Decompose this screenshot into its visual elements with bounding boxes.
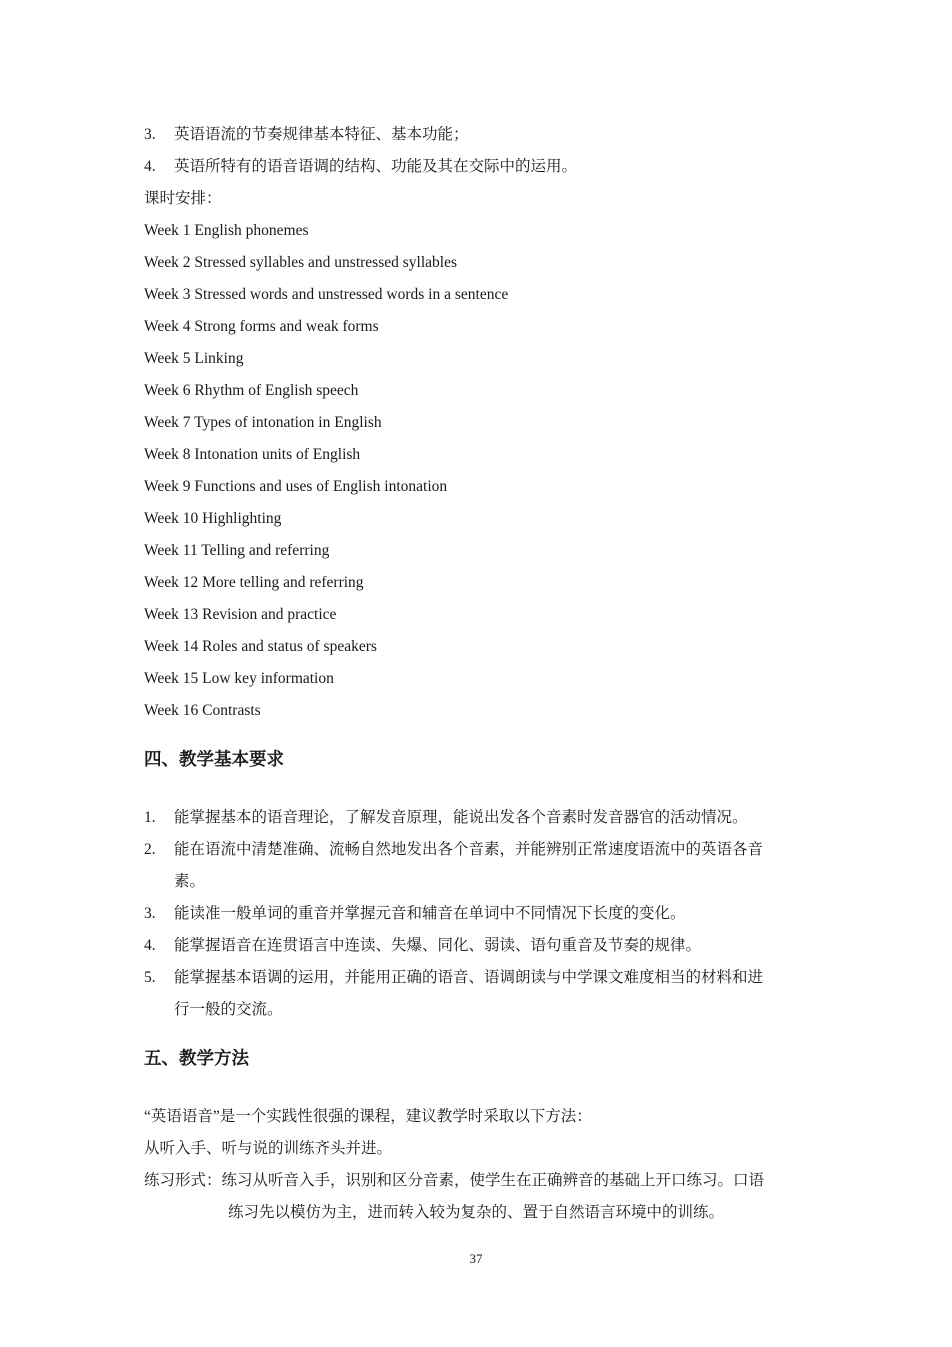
intro-item-number: 4. bbox=[144, 158, 156, 175]
method-point-2-label: 练习形式： bbox=[144, 1172, 222, 1189]
week-item: Week 10 Highlighting bbox=[144, 510, 282, 527]
section-4-heading: 四、教学基本要求 bbox=[144, 750, 284, 770]
method-point-2 bbox=[144, 1171, 764, 1191]
requirement-number: 5. bbox=[144, 969, 156, 986]
week-item: Week 8 Intonation units of English bbox=[144, 446, 361, 463]
page-number: 37 bbox=[469, 1251, 483, 1266]
week-item: Week 2 Stressed syllables and unstressed syllables bbox=[144, 254, 457, 271]
requirement-number: 3. bbox=[144, 905, 156, 922]
section-5-heading: 五、教学方法 bbox=[144, 1049, 249, 1069]
method-point-2-text: 练习从听音入手，识别和区分音素，使学生在正确辨音的基础上开口练习。口语 bbox=[221, 1172, 765, 1189]
week-item: Week 4 Strong forms and weak forms bbox=[144, 318, 379, 335]
requirement-text-continued: 行一般的交流。 bbox=[174, 1001, 283, 1018]
week-item: Week 13 Revision and practice bbox=[144, 606, 337, 623]
method-point-2-continued: 练习先以模仿为主，进而转入较为复杂的、置于自然语言环境中的训练。 bbox=[228, 1204, 725, 1221]
requirement-number: 1. bbox=[144, 809, 156, 826]
week-item: Week 14 Roles and status of speakers bbox=[144, 638, 377, 655]
week-item: Week 9 Functions and uses of English intonation bbox=[144, 478, 448, 495]
requirement-text: 能掌握基本的语音理论，了解发音原理，能说出发各个音素时发音器官的活动情况。 bbox=[174, 809, 748, 826]
intro-item-3 bbox=[144, 125, 469, 145]
requirement-text-continued: 素。 bbox=[174, 873, 206, 890]
week-item: Week 3 Stressed words and unstressed words in a sentence bbox=[144, 286, 509, 303]
schedule-label: 课时安排： bbox=[144, 190, 222, 207]
intro-item-number: 3. bbox=[144, 126, 156, 143]
requirement-number: 2. bbox=[144, 841, 156, 858]
requirement-text: 能在语流中清楚准确、流畅自然地发出各个音素，并能辨别正常速度语流中的英语各音 bbox=[174, 841, 764, 858]
week-item: Week 6 Rhythm of English speech bbox=[144, 382, 359, 399]
requirement-text: 能掌握基本语调的运用，并能用正确的语音、语调朗读与中学课文难度相当的材料和进 bbox=[174, 969, 764, 986]
requirement-number: 4. bbox=[144, 937, 156, 954]
week-item: Week 7 Types of intonation in English bbox=[144, 414, 382, 431]
intro-item-text: 英语所特有的语音语调的结构、功能及其在交际中的运用。 bbox=[174, 158, 578, 175]
method-point-1: 从听入手、听与说的训练齐头并进。 bbox=[144, 1140, 393, 1157]
intro-item-text: 英语语流的节奏规律基本特征、基本功能； bbox=[174, 126, 469, 143]
week-item: Week 15 Low key information bbox=[144, 670, 334, 687]
week-item: Week 12 More telling and referring bbox=[144, 574, 364, 591]
requirement-text: 能掌握语音在连贯语言中连读、失爆、同化、弱读、语句重音及节奏的规律。 bbox=[174, 937, 702, 954]
method-intro: “英语语音”是一个实践性很强的课程，建议教学时采取以下方法： bbox=[144, 1108, 592, 1125]
week-item: Week 5 Linking bbox=[144, 350, 244, 367]
week-item: Week 11 Telling and referring bbox=[144, 542, 330, 559]
week-item: Week 16 Contrasts bbox=[144, 702, 261, 719]
week-item: Week 1 English phonemes bbox=[144, 222, 309, 239]
requirement-text: 能读准一般单词的重音并掌握元音和辅音在单词中不同情况下长度的变化。 bbox=[174, 905, 686, 922]
intro-item-4 bbox=[144, 157, 577, 177]
